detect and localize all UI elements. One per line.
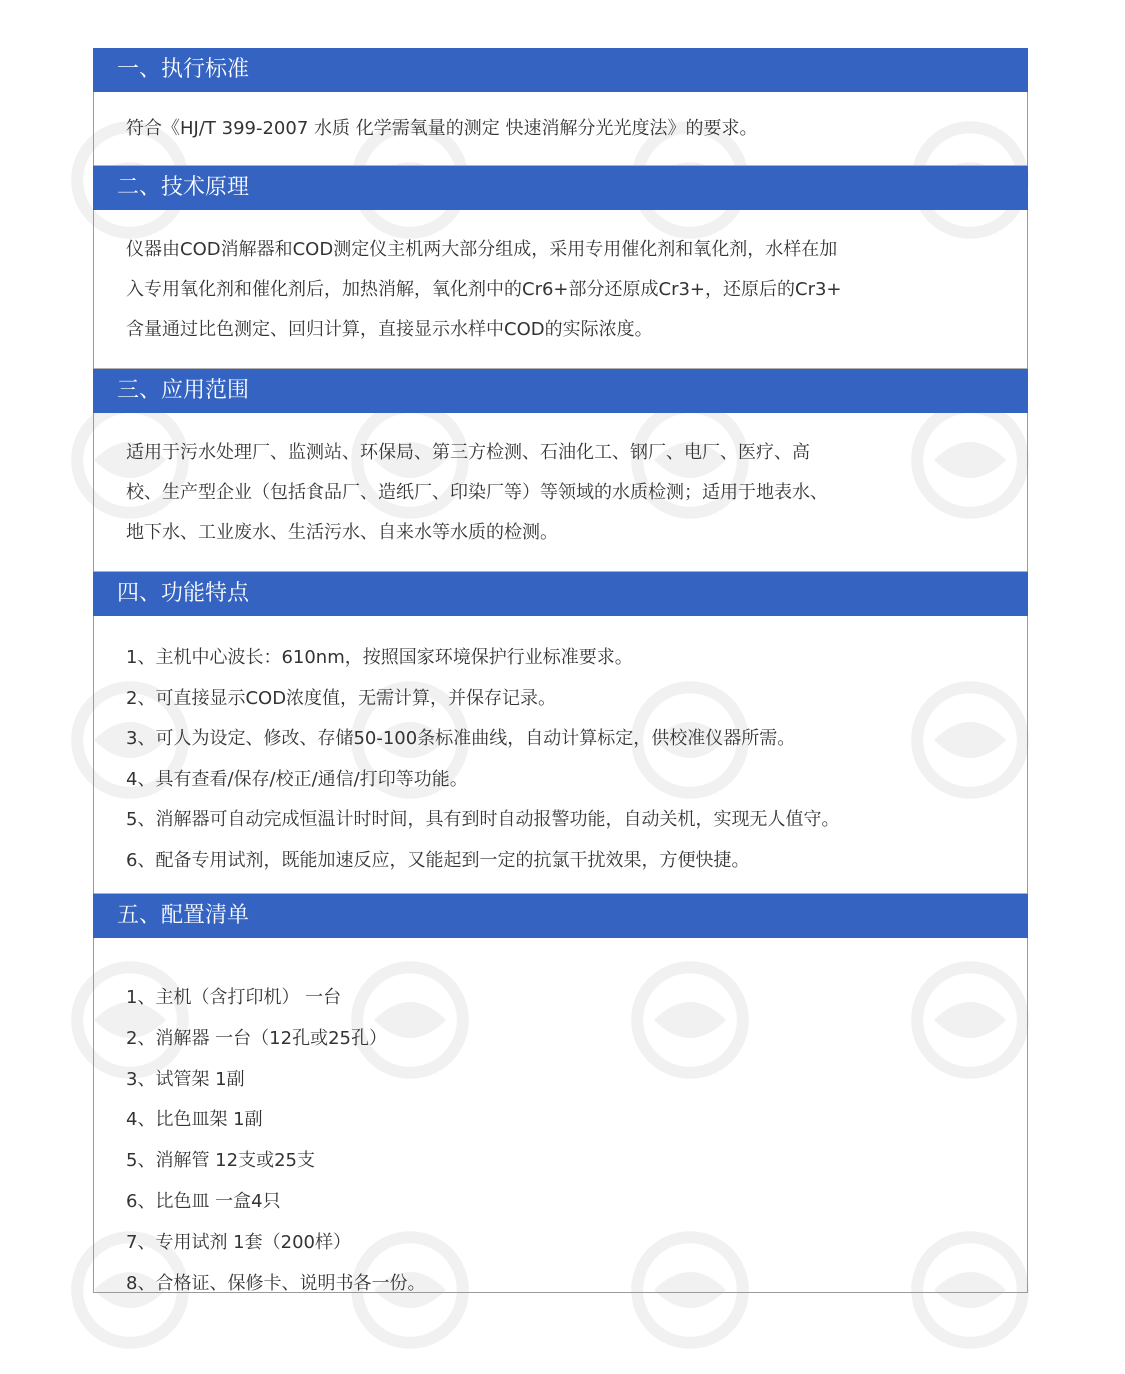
config-item: 8、合格证、保修卡、说明书各一份。 [126,1272,426,1294]
config-item: 3、试管架 1副 [126,1068,245,1090]
spec-panel [93,48,1028,1293]
config-item: 1、主机（含打印机） 一台 [126,987,342,1008]
section-principle [94,165,1027,368]
feature-item: 6、配备专用试剂，既能加速反应，又能起到一定的抗氯干扰效果，方便快捷。 [126,849,750,871]
section-title: 四、功能特点 [93,572,1028,616]
section-title: 三、应用范围 [93,369,1028,413]
feature-item: 3、可人为设定、修改、存储50-100条标准曲线，自动计算标定，供校准仪器所需。 [126,728,796,749]
body-line: 地下水、工业废水、生活污水、自来水等水质的检测。 [126,522,558,543]
config-item: 7、专用试剂 1套（200样） [126,1231,351,1253]
section-body [94,413,1027,571]
body-line: 符合《HJ/T 399-2007 水质 化学需氧量的测定 快速消解分光光度法》的要求。 [126,118,758,139]
body-line: 校、生产型企业（包括食品厂、造纸厂、印染厂等）等领域的水质检测；适用于地表水、 [126,482,828,503]
config-item: 5、消解管 12支或25支 [126,1150,315,1172]
section-body [94,938,1027,1304]
feature-item: 2、可直接显示COD浓度值，无需计算，并保存记录。 [126,687,557,709]
feature-item: 5、消解器可自动完成恒温计时时间，具有到时自动报警功能，自动关机，实现无人值守。 [126,809,840,830]
section-title: 五、配置清单 [93,894,1028,938]
section-config-list [94,893,1027,1304]
section-title: 二、技术原理 [93,166,1028,210]
section-body [94,92,1027,165]
feature-item: 1、主机中心波长：610nm，按照国家环境保护行业标准要求。 [126,647,633,668]
section-standard [94,48,1027,165]
feature-item: 4、具有查看/保存/校正/通信/打印等功能。 [126,768,468,790]
body-line: 含量通过比色测定、回归计算，直接显示水样中COD的实际浓度。 [126,319,653,340]
section-application [94,368,1027,571]
section-body [94,616,1027,893]
config-item: 2、消解器 一台（12孔或25孔） [126,1027,387,1049]
config-item: 6、比色皿 一盒4只 [126,1190,281,1212]
section-features [94,571,1027,893]
config-item: 4、比色皿架 1副 [126,1109,263,1131]
section-body [94,210,1027,368]
body-line: 入专用氧化剂和催化剂后，加热消解，氧化剂中的Cr6+部分还原成Cr3+，还原后的Cr3+ [126,279,842,300]
body-line: 适用于污水处理厂、监测站、环保局、第三方检测、石油化工、钢厂、电厂、医疗、高 [126,442,810,463]
body-line: 仪器由COD消解器和COD测定仪主机两大部分组成，采用专用催化剂和氧化剂，水样在加 [126,239,838,260]
section-title: 一、执行标准 [93,48,1028,92]
